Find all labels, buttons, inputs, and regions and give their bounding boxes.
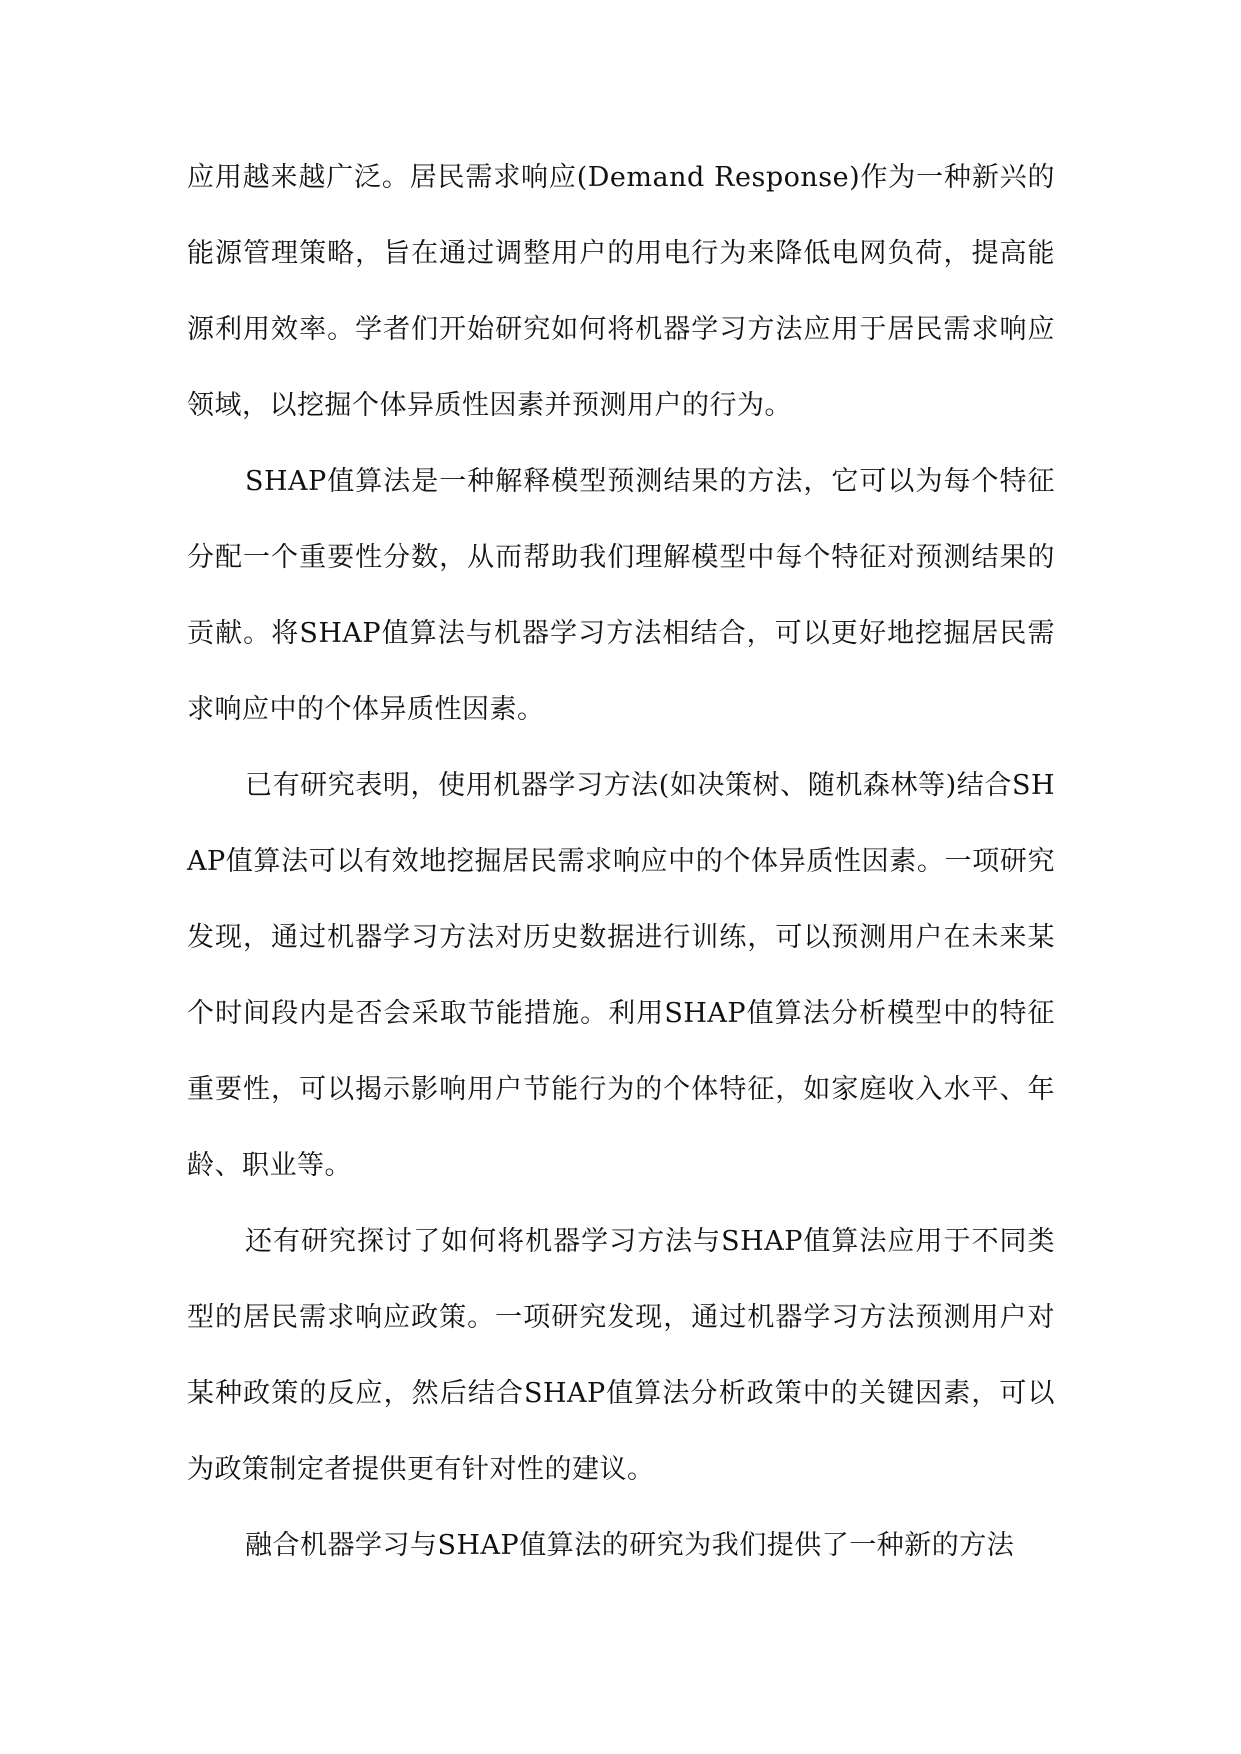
paragraph-2: SHAP值算法是一种解释模型预测结果的方法，它可以为每个特征分配一个重要性分数，从而帮助我们理解模型中每个特征对预测结果的贡献。将SHAP值算法与机器学习方法相结合，可以更好地挖掘居民需求响应中的个体异质性因素。 bbox=[187, 466, 1055, 725]
paragraph-5: 融合机器学习与SHAP值算法的研究为我们提供了一种新的方法 bbox=[245, 1530, 1015, 1561]
document-body bbox=[187, 140, 1055, 1584]
paragraph-1: 应用越来越广泛。居民需求响应(Demand Response)作为一种新兴的能源管理策略，旨在通过调整用户的用电行为来降低电网负荷，提高能源利用效率。学者们开始研究如何将机器学习方法应用于居民需求响应领域，以挖掘个体异质性因素并预测用户的行为。 bbox=[187, 162, 1055, 421]
paragraph-4: 还有研究探讨了如何将机器学习方法与SHAP值算法应用于不同类型的居民需求响应政策。一项研究发现，通过机器学习方法预测用户对某种政策的反应，然后结合SHAP值算法分析政策中的关键因素，可以为政策制定者提供更有针对性的建议。 bbox=[187, 1226, 1055, 1485]
paragraph-3: 已有研究表明，使用机器学习方法(如决策树、随机森林等)结合SHAP值算法可以有效地挖掘居民需求响应中的个体异质性因素。一项研究发现，通过机器学习方法对历史数据进行训练，可以预测用户在未来某个时间段内是否会采取节能措施。利用SHAP值算法分析模型中的特征重要性，可以揭示影响用户节能行为的个体特征，如家庭收入水平、年龄、职业等。 bbox=[187, 770, 1055, 1181]
